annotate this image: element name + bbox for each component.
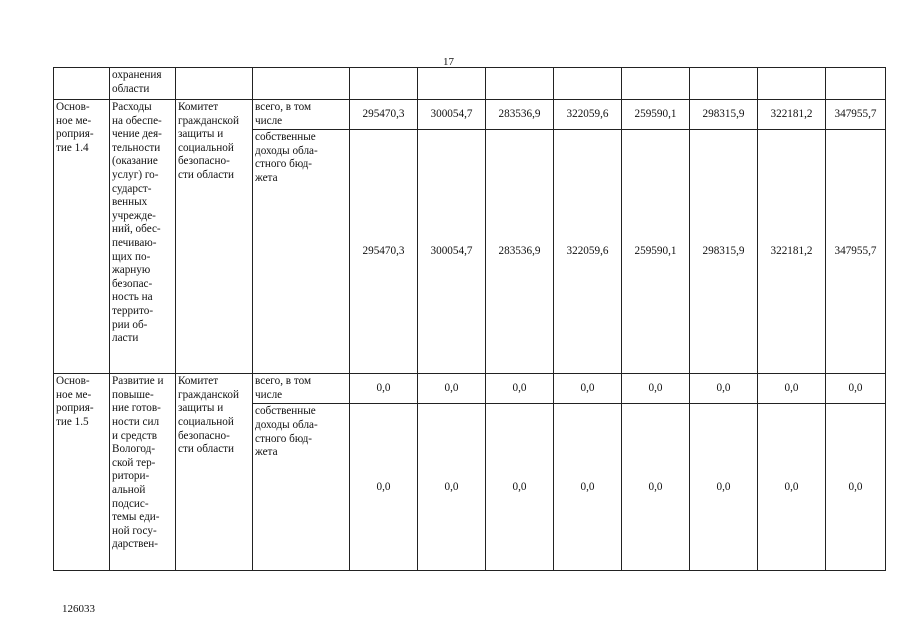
cell-value: 283536,9 bbox=[486, 100, 554, 130]
cell-measure: Основ- ное ме- роприя- тие 1.4 bbox=[54, 100, 110, 374]
cell-value: 347955,7 bbox=[826, 100, 886, 130]
document-code: 126033 bbox=[62, 603, 95, 615]
cell-executor bbox=[176, 68, 253, 100]
cell-value: 0,0 bbox=[758, 404, 826, 571]
cell-value bbox=[758, 68, 826, 100]
cell-value bbox=[486, 68, 554, 100]
cell-value: 0,0 bbox=[486, 404, 554, 571]
cell-value: 322181,2 bbox=[758, 130, 826, 374]
cell-value: 0,0 bbox=[622, 404, 690, 571]
cell-value: 298315,9 bbox=[690, 130, 758, 374]
cell-value: 0,0 bbox=[758, 374, 826, 404]
cell-value: 295470,3 bbox=[350, 130, 418, 374]
cell-value: 0,0 bbox=[554, 374, 622, 404]
table-row bbox=[54, 374, 886, 404]
cell-name: Расходы на обеспе- чение дея- тельности (оказание услуг) го- сударст- венных учрежде- ний, обес- печиваю- щих по- жарную безопас- ность на террито- рии об- ласти bbox=[110, 100, 176, 374]
cell-value: 322059,6 bbox=[554, 130, 622, 374]
cell-value bbox=[554, 68, 622, 100]
cell-value: 0,0 bbox=[690, 404, 758, 571]
cell-value: 0,0 bbox=[418, 374, 486, 404]
cell-source bbox=[253, 68, 350, 100]
cell-measure: Основ- ное ме- роприя- тие 1.5 bbox=[54, 374, 110, 571]
cell-name: охранения области bbox=[110, 68, 176, 100]
cell-value bbox=[690, 68, 758, 100]
cell-executor: Комитет гражданской защиты и социальной безопасно- сти области bbox=[176, 374, 253, 571]
cell-value: 0,0 bbox=[350, 374, 418, 404]
cell-value: 283536,9 bbox=[486, 130, 554, 374]
cell-value: 0,0 bbox=[826, 374, 886, 404]
cell-value: 300054,7 bbox=[418, 100, 486, 130]
cell-value bbox=[826, 68, 886, 100]
cell-source: собственные доходы обла- стного бюд- жета bbox=[253, 130, 350, 374]
cell-value: 295470,3 bbox=[350, 100, 418, 130]
cell-value bbox=[418, 68, 486, 100]
cell-value: 298315,9 bbox=[690, 100, 758, 130]
cell-value: 0,0 bbox=[418, 404, 486, 571]
page-number: 17 bbox=[443, 56, 454, 68]
cell-value: 347955,7 bbox=[826, 130, 886, 374]
cell-value: 0,0 bbox=[826, 404, 886, 571]
cell-value: 259590,1 bbox=[622, 130, 690, 374]
budget-table bbox=[53, 67, 886, 571]
continuation-row bbox=[54, 68, 886, 100]
cell-name: Развитие и повыше- ние готов- ности сил и средств Вологод- ской тер- ритори- альной подсис- темы еди- ной госу- дарствен- bbox=[110, 374, 176, 571]
cell-source: собственные доходы обла- стного бюд- жета bbox=[253, 404, 350, 571]
cell-value: 259590,1 bbox=[622, 100, 690, 130]
cell-source: всего, в том числе bbox=[253, 374, 350, 404]
cell-measure bbox=[54, 68, 110, 100]
cell-executor: Комитет гражданской защиты и социальной безопасно- сти области bbox=[176, 100, 253, 374]
cell-value: 322059,6 bbox=[554, 100, 622, 130]
cell-source: всего, в том числе bbox=[253, 100, 350, 130]
cell-value bbox=[622, 68, 690, 100]
cell-value: 0,0 bbox=[554, 404, 622, 571]
cell-value: 0,0 bbox=[690, 374, 758, 404]
cell-value: 0,0 bbox=[350, 404, 418, 571]
cell-value: 0,0 bbox=[486, 374, 554, 404]
cell-value bbox=[350, 68, 418, 100]
cell-value: 0,0 bbox=[622, 374, 690, 404]
table-row bbox=[54, 100, 886, 130]
cell-value: 300054,7 bbox=[418, 130, 486, 374]
cell-value: 322181,2 bbox=[758, 100, 826, 130]
